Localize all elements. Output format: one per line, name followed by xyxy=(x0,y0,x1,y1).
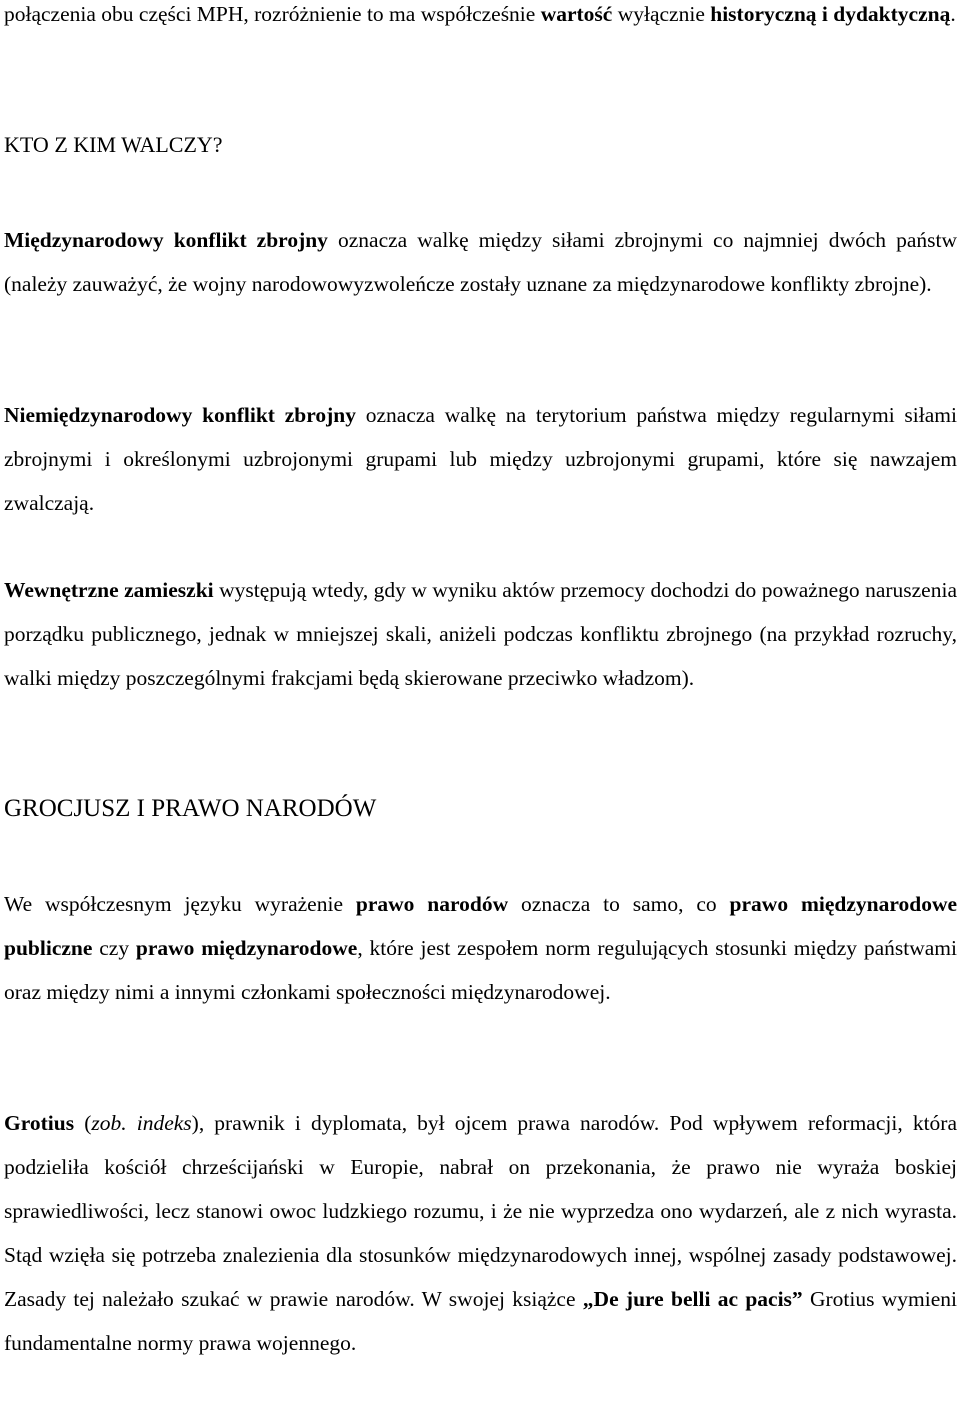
paragraph-continuation xyxy=(4,0,957,36)
text-run: oznacza walkę między siłami zbrojnymi co najmniej dwóch państw (należy zauważyć, że wojny narodowowyzwoleńcze zostały uznane za międzynarodowe konflikty zbrojne). xyxy=(4,228,957,296)
text-run: ), prawnik i dyplomata, był ojcem prawa narodów. Pod wpływem reformacji, która podzieliła kościół chrześcijański w Europie, nabrał on przekonania, że prawo nie wyraża boskiej sprawiedliwości, lecz stanowi owoc ludzkiego rozumu, i że nie wyprzedza ono wydarzeń, ale z nich wyrasta. Stąd wzięła się potrzeba znalezienia dla stosunków międzynarodowych innej, wspólnej zasady podstawowej. Zasady tej należało szukać w prawie narodów. W swojej książce xyxy=(4,1111,958,1311)
text-run: oznacza to samo, co xyxy=(508,892,730,916)
section-heading-kto-z-kim-walczy: KTO Z KIM WALCZY? xyxy=(4,132,223,157)
paragraph-grotius xyxy=(4,1101,957,1365)
text-run: występują wtedy, gdy w wyniku aktów przemocy dochodzi do poważnego naruszenia porządku publicznego, jednak w mniejszej skali, aniżeli podczas konfliktu zbrojnego (na przykład rozruchy, walki między poszczególnymi frakcjami będą skierowane przeciwko władzom). xyxy=(4,578,957,690)
bold-term: wartość xyxy=(540,2,613,26)
text-run: Grotius wymieni fundamentalne normy prawa wojennego. xyxy=(4,1287,958,1355)
paragraph-non-international-conflict xyxy=(4,393,957,525)
bold-term: prawo narodów xyxy=(355,892,509,916)
text-run: połączenia obu części MPH, rozróżnienie to ma współcześnie xyxy=(4,2,541,26)
bold-term: Międzynarodowy konflikt zbrojny xyxy=(4,228,328,252)
bold-book-title: „De jure belli ac pacis” xyxy=(582,1287,803,1311)
bold-term: prawo międzynarodowe publiczne xyxy=(4,892,958,960)
bold-term: Wewnętrzne zamieszki xyxy=(4,578,214,602)
paragraph-international-conflict xyxy=(4,218,957,306)
text-run: ( xyxy=(74,1111,92,1135)
text-run: oznacza walkę na terytorium państwa między regularnymi siłami zbrojnymi i określonymi uzbrojonymi grupami lub między uzbrojonymi grupami, które się nawzajem zwalczają. xyxy=(4,403,957,515)
bold-term: historyczną i dydaktyczną xyxy=(710,2,951,26)
section-heading-grocjusz: GROCJUSZ I PRAWO NARODÓW xyxy=(4,795,377,822)
bold-term: Grotius xyxy=(4,1111,75,1135)
bold-term: Niemiędzynarodowy konflikt zbrojny xyxy=(4,403,356,427)
bold-term: prawo międzynarodowe xyxy=(135,936,358,960)
text-run: . xyxy=(950,2,956,26)
paragraph-internal-disturbances xyxy=(4,568,957,700)
italic-reference: zob. indeks xyxy=(91,1111,192,1135)
text-run: We współczesnym języku wyrażenie xyxy=(4,892,356,916)
paragraph-law-of-nations xyxy=(4,882,957,1014)
text-run: wyłącznie xyxy=(612,2,711,26)
text-run: , które jest zespołem norm regulujących stosunki między państwami oraz między nimi a innymi członkami społeczności międzynarodowej. xyxy=(4,936,958,1004)
text-run: czy xyxy=(92,936,136,960)
